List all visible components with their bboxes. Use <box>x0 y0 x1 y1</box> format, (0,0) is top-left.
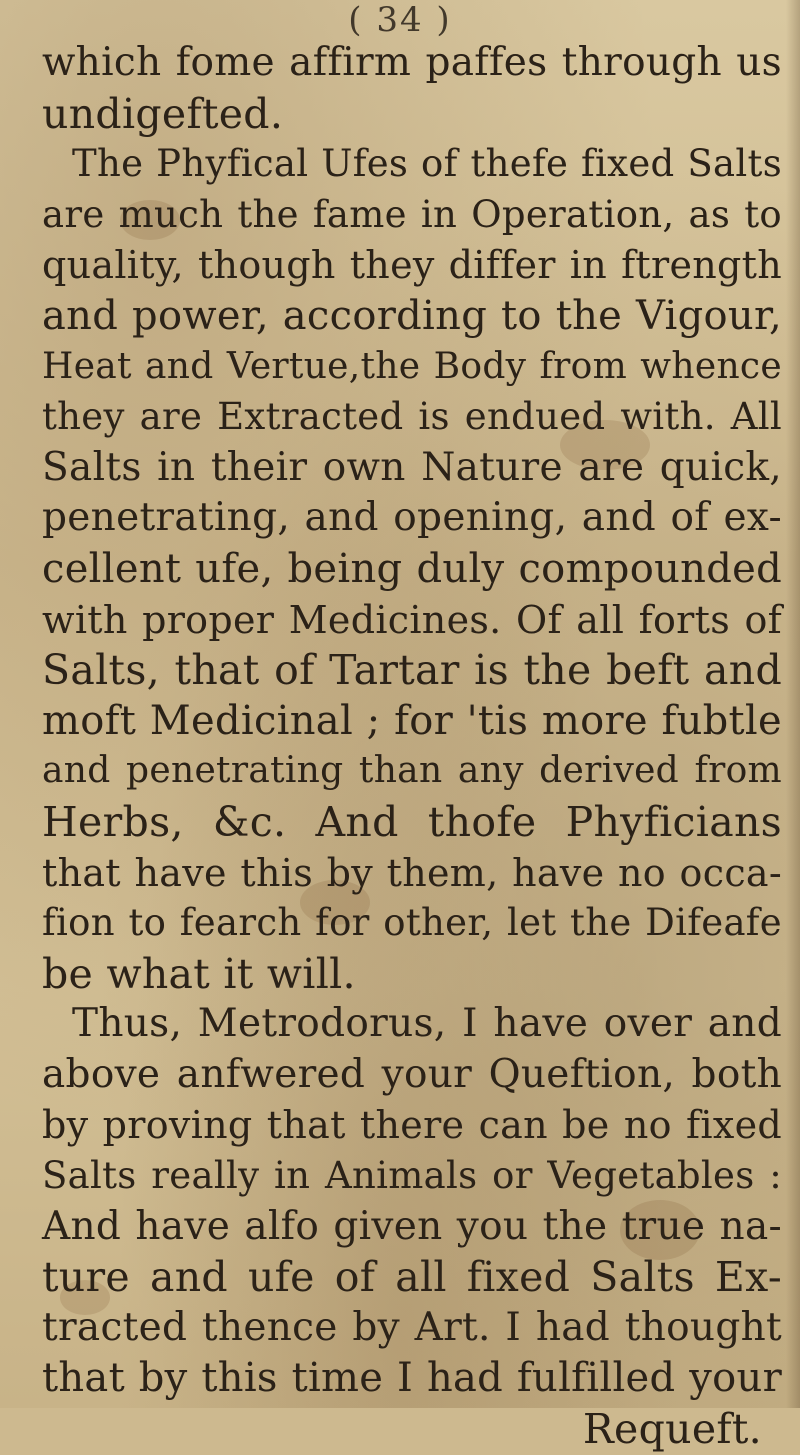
text-line: quality, though they differ in ftrength <box>42 243 782 288</box>
text-line: are much the fame in Operation, as to <box>42 192 782 236</box>
text-line: And have alfo given you the true na- <box>42 1203 782 1249</box>
text-line: Heat and Vertue,the Body from whence <box>42 345 782 387</box>
text-line: which fome affirm paffes through us <box>42 40 782 85</box>
text-line: moft Medicinal ; for 'tis more fubtle <box>42 697 782 744</box>
text-line: tracted thence by Art. I had thought <box>42 1304 782 1350</box>
page-edge-shadow <box>786 0 800 1408</box>
text-line: Salts really in Animals or Vegetables : <box>42 1154 782 1198</box>
text-line: and penetrating than any derived from <box>42 750 782 792</box>
text-line: by proving that there can be no fixed <box>42 1103 782 1148</box>
text-line: penetrating, and opening, and of ex- <box>42 495 782 541</box>
text-line: that by this time I had fulfilled your <box>42 1355 782 1402</box>
text-line: undigefted. <box>42 89 284 138</box>
text-line: Thus, Metrodorus, I have over and <box>72 1001 782 1047</box>
body-text <box>42 38 782 1455</box>
text-line: above anfwered your Queftion, both <box>42 1051 782 1097</box>
text-line: fion to fearch for other, let the Difeafe <box>42 901 782 945</box>
text-line: Salts in their own Nature are quick, <box>42 444 782 490</box>
text-line: Salts, that of Tartar is the beft and <box>42 646 782 695</box>
text-line: Herbs, &c. And thofe Phyficians <box>42 797 782 846</box>
text-line: be what it will. <box>42 949 356 998</box>
page-number-header: ( 34 ) <box>348 0 452 40</box>
text-line: Requeft. <box>582 1405 762 1454</box>
text-line: cellent ufe, being duly compounded <box>42 545 782 592</box>
text-line: that have this by them, have no occa- <box>42 850 782 895</box>
text-line: they are Extracted is endued with. All <box>42 395 782 439</box>
text-line: with proper Medicines. Of all forts of <box>42 597 782 642</box>
text-line: and power, according to the Vigour, <box>42 292 782 339</box>
text-line: ture and ufe of all fixed Salts Ex- <box>42 1253 782 1302</box>
text-line: The Phyfical Ufes of thefe fixed Salts <box>72 142 782 186</box>
